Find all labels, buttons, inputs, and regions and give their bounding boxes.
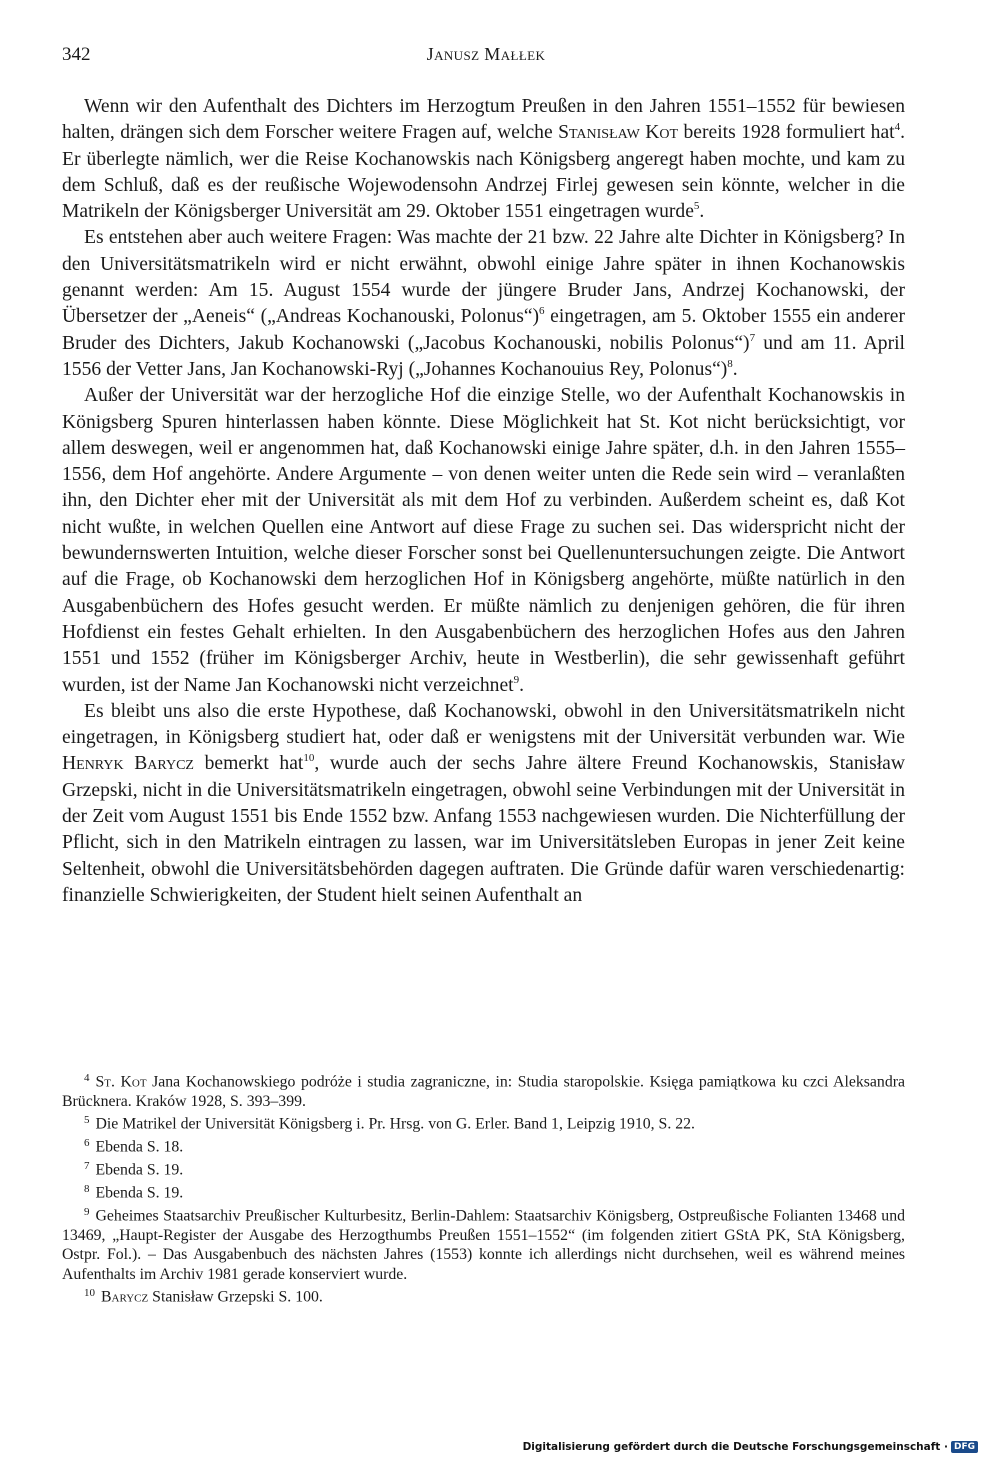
paragraph: Es bleibt uns also die erste Hypothese, daß Kochanowski, obwohl in den Universitätsmatrikeln nicht eingetragen, in Königsberg studiert hat, oder daß er wenigstens mit der Universität verbunden war. Wie Henryk Barycz bemerkt hat$^{10}$, wurde auch der sechs Jahre ältere Freund Kochanowskis, Stanisław Grzepski, nicht in die Universitätsmatrikeln eingetragen, obwohl seine Verbindungen mit der Universität in der Zeit vom August 1551 bis Ende 1552 bzw. Anfang 1553 nachgewiesen wurden. Die Nichterfüllung der Pflicht, sich in den Matrikeln eintragen zu lassen, war im Universitätsleben Europas in jener Zeit keine Seltenheit, obwohl die Universitätsbehörden dagegen auftraten. Die Gründe dafür waren verschiedenartig: finanzielle Schwierigkeiten, der Student hielt seinen Aufenthalt an [62,700,905,906]
author-name: Henryk Barycz [62,753,194,775]
paragraph: Außer der Universität war der herzogliche Hof die einzige Stelle, wo der Aufenthalt Kochanowskis in Königsberg Spuren hinterlassen haben könnte. Diese Möglichkeit hat St. Kot nicht berücksichtigt, vor allem deswegen, weil er angenommen hat, daß Kochanowski einige Jahre später, d.h. in den Jahren 1555–1556, dem Hof angehörte. Andere Argumente – von denen weiter unten die Rede sein wird – veranlaßten ihn, den Dichter eher mit der Universität als mit dem Hof zu verbinden. Außerdem scheint es, daß Kot nicht wußte, in welchen Quellen eine Antwort auf diese Frage zu suchen sei. Das widerspricht nicht der bewundernswerten Intuition, welche dieser Forscher sonst bei Quellenuntersuchungen zeigte. Die Antwort auf die Frage, ob Kochanowski dem herzoglichen Hof in Königsberg angehörte, müßte natürlich in den Ausgabenbüchern des Hofes gesucht werden. Er müßte nämlich zu denjenigen gehören, die für ihren Hofdienst ein festes Gehalt erhielten. In den Ausgabenbüchern des herzoglichen Hofes aus den Jahren 1551 und 1552 (früher im Königsberger Archiv, heute in Westberlin), die sehr gewissenhaft geführt wurden, ist der Name Jan Kochanowski nicht verzeichnet$^9$. [62,385,905,696]
footnote-number: 8 [84,1183,90,1196]
footnote-ref: 8 [727,357,733,370]
page-header [62,44,910,74]
author-name: Stanisław Kot [558,122,679,144]
footnote-number: 5 [84,1114,90,1127]
footnote-number: 6 [84,1137,90,1150]
footnote: $^9$ Geheimes Staatsarchiv Preußischer Kulturbesitz, Berlin-Dahlem: Staatsarchiv Königsberg, Ostpreußische Folianten 13468 und 13469, „Haupt-Register der Ausgabe des Herzogthumbs Preußen 1551–1552“ (im folgenden zitiert GStA PK, StA Königsberg, Ostpr. Fol.). – Das Ausgabenbuch des nächsten Jahres (1553) konnte ich allerdings nicht durchsehen, weil es während meines Aufenthalts im Archiv 1981 gerade konserviert wurde. [62,1205,905,1283]
digitization-credit [523,1441,978,1453]
footnote-ref: 5 [693,199,700,212]
running-head: Janusz Małłek [426,44,546,64]
footnote-ref: 4 [894,121,901,134]
page-number: 342 [62,44,91,65]
footnote: $^6$ Ebenda S. 18. [84,1137,184,1156]
footnote: $^{10}$ Barycz Stanisław Grzepski S. 100. [84,1287,323,1306]
footnote: $^5$ Die Matrikel der Universität Königsberg i. Pr. Hrsg. von G. Erler. Band 1, Leipzig 1910, S. 22. [84,1114,695,1133]
footnote: $^8$ Ebenda S. 19. [84,1183,184,1202]
footnote-ref: 7 [749,331,756,344]
footnote-ref: 10 [303,752,315,765]
footnote-number: 7 [84,1160,90,1173]
credit-text: Digitalisierung gefördert durch die Deutsche Forschungsgemeinschaft · [522,1441,948,1453]
footnotes [62,1069,905,1307]
footnote: $^4$ St. Kot Jana Kochanowskiego podróże i studia zagraniczne, in: Studia staropolskie. Księga pamiątkowa ku czci Aleksandra Brücknera. Kraków 1928, S. 393–399. [62,1072,905,1110]
footnote-ref: 6 [539,305,545,318]
footnote: $^7$ Ebenda S. 19. [84,1160,184,1179]
footnote-number: 9 [84,1205,90,1218]
footnote-ref: 9 [513,673,520,686]
body-text [62,94,905,909]
footnote-number: 4 [84,1072,90,1084]
dfg-logo-icon: DFG [951,1441,978,1453]
footnote-number: 10 [84,1287,95,1300]
paragraph: Es entstehen aber auch weitere Fragen: Was machte der 21 bzw. 22 Jahre alte Dichter in Königsberg? In den Universitätsmatrikeln wird er nicht erwähnt, obwohl einige Jahre später in ihnen Kochanowskis genannt werden: Am 15. August 1554 wurde der jüngere Bruder Jans, Andrzej Kochanowski, der Übersetzer der „Aeneis“ („Andreas Kochanouski, Polonus“)$^6$ eingetragen, am 5. Oktober 1555 ein anderer Bruder des Dichters, Jakub Kochanowski („Jacobus Kochanouski, nobilis Polonus“)$^7$ und am 11. April 1556 der Vetter Jans, Jan Kochanowski-Ryj („Johannes Kochanouius Rey, Polonus“)$^8$. [62,227,905,380]
paragraph: Wenn wir den Aufenthalt des Dichters im Herzogtum Preußen in den Jahren 1551–1552 für bewiesen halten, drängen sich dem Forscher weitere Fragen auf, welche Stanisław Kot bereits 1928 formuliert hat$^4$. Er überlegte nämlich, wer die Reise Kochanowskis nach Königsberg angeregt haben mochte, und kam zu dem Schluß, daß es der reußische Wojewodensohn Andrzej Firlej gewesen sein könnte, welcher in die Matrikeln der Königsberger Universität am 29. Oktober 1551 eingetragen wurde$^5$. [62,96,905,223]
